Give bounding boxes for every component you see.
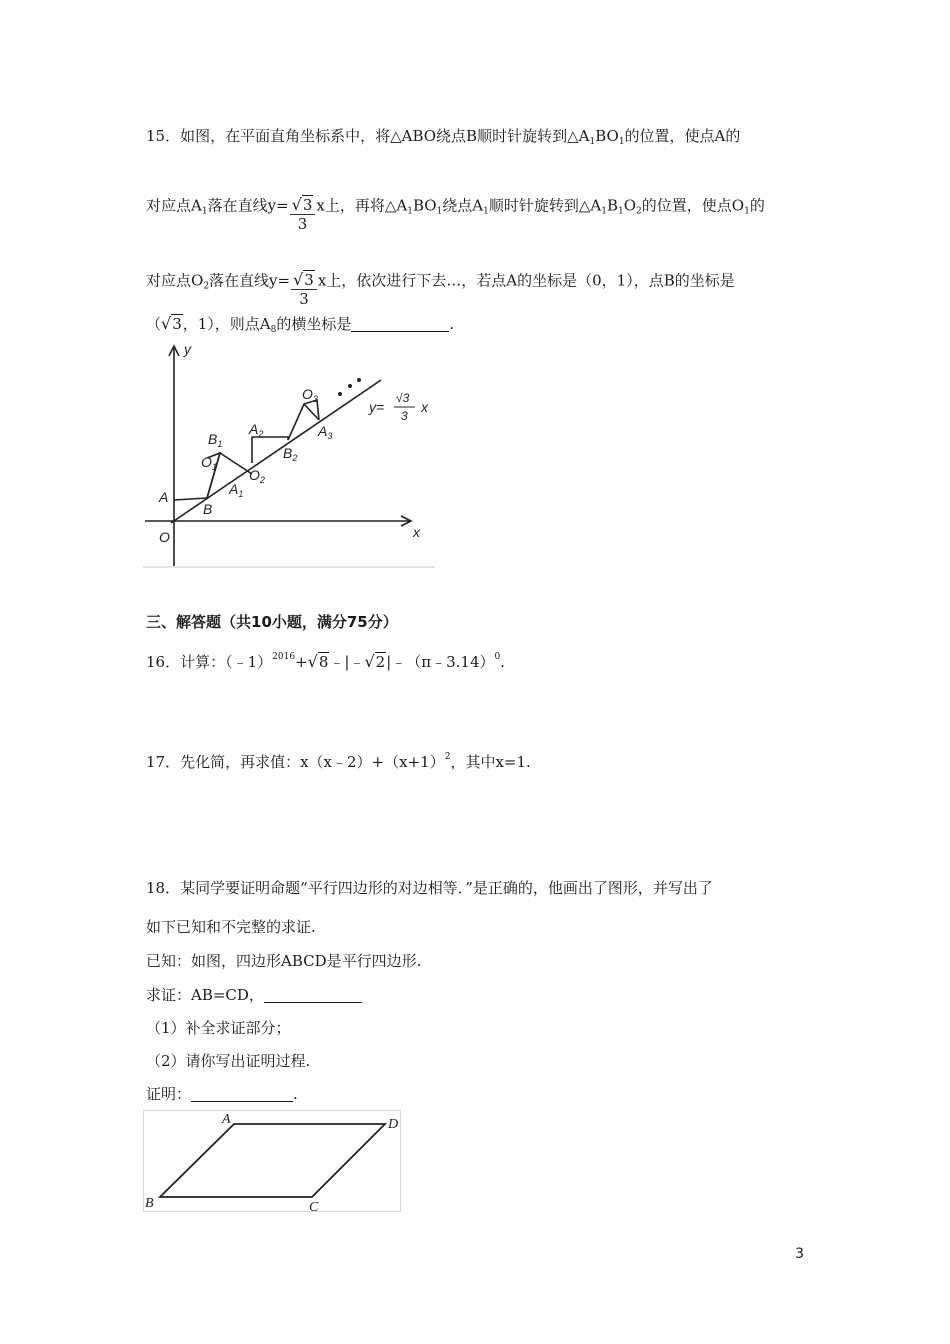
section-3-title: 三、解答题（共10小题，满分75分） [146,613,398,631]
label-o3: $O_3$ [302,386,318,404]
answer-blank-q18-proposition[interactable] [264,988,362,1003]
sqrt-3: √3 [161,314,182,333]
ellipsis-dot [348,384,352,388]
fraction-sqrt3-over-3: $\frac{√3}{3}$ [290,196,316,233]
label-b: B [145,1196,154,1211]
label-y: y [184,341,191,357]
answer-blank-q15[interactable] [351,317,449,332]
rotation-figure [143,340,435,568]
page-number: 3 [795,1246,804,1262]
q18-line-3: 已知：如图，四边形ABCD是平行四边形. [146,952,422,970]
label-b: B [203,501,213,517]
line-equation-label: y= [369,399,385,415]
q18-line-1: 18．某同学要证明命题“平行四边形的对边相等．”是正确的，他画出了图形，并写出了 [146,879,713,897]
q15-line-4: （√3，1），则点$A_8$的横坐标是 . [146,314,455,335]
sqrt-2: √2 [364,652,386,671]
label-a3: $A_3$ [318,423,333,441]
label-o1: $O_1$ [201,454,217,472]
line-equation-num: √3 [396,391,410,405]
triangle-o3-edge [304,404,319,420]
triangle-o3 [288,400,319,440]
line-equation-x: x [421,399,428,415]
ellipsis-dot [338,392,342,396]
label-a: A [222,1112,231,1127]
label-a2: $A_2$ [249,421,264,439]
label-b1: $B_1$ [208,431,223,449]
q18-line-6: （2）请你写出证明过程. [146,1052,311,1070]
q16: 16．计算：（﹣1）$^{2016}$+√8﹣|﹣√2|﹣（π﹣3.14）$^0$. [146,652,506,671]
q18-line-4: 求证：AB=CD， [146,985,362,1005]
sqrt-8: √8 [307,652,329,671]
label-o2: $O_2$ [249,467,265,485]
fraction-sqrt3-over-3: $\frac{√3}{3}$ [291,271,317,308]
q15-line-1: 15．如图，在平面直角坐标系中，将△ABO绕点B顺时针旋转到$\triangle A_1BO_1$的位置，使点A的 [146,127,741,147]
label-a: A [159,489,169,505]
label-o: O [159,529,170,545]
label-x: x [413,524,420,540]
q18-line-2: 如下已知和不完整的求证. [146,918,316,936]
q18-line-5: （1）补全求证部分； [146,1019,291,1037]
label-d: D [388,1117,399,1132]
answer-blank-q18-proof[interactable] [191,1087,293,1102]
ellipsis-dot [357,378,361,382]
parallelogram-figure [143,1110,403,1216]
q18-line-7: 证明： . [146,1085,298,1103]
line-equation-den: 3 [401,409,408,423]
label-a1: $A_1$ [229,481,244,499]
q17: 17．先化简，再求值：$x(x﹣2)+(x+1)^2$，其中x=1. [146,752,531,771]
label-b2: $B_2$ [283,445,298,463]
q15-line-3: 对应点$O_2$落在直线y= $\frac{√3}{3}$ x上，依次进行下去…，若点A的坐标是（0，1），点B的坐标是 [146,270,735,308]
label-c: C [309,1200,319,1215]
q15-line-2: 对应点$A_1$落在直线y= $\frac{√3}{3}$ x上，再将$\triangle A_1BO_1$绕点$A_1$顺时针旋转到$\triangle A_1B_1O_2$的位置，使点$O_1$的 [146,195,765,233]
parallelogram-abcd [160,1124,385,1197]
